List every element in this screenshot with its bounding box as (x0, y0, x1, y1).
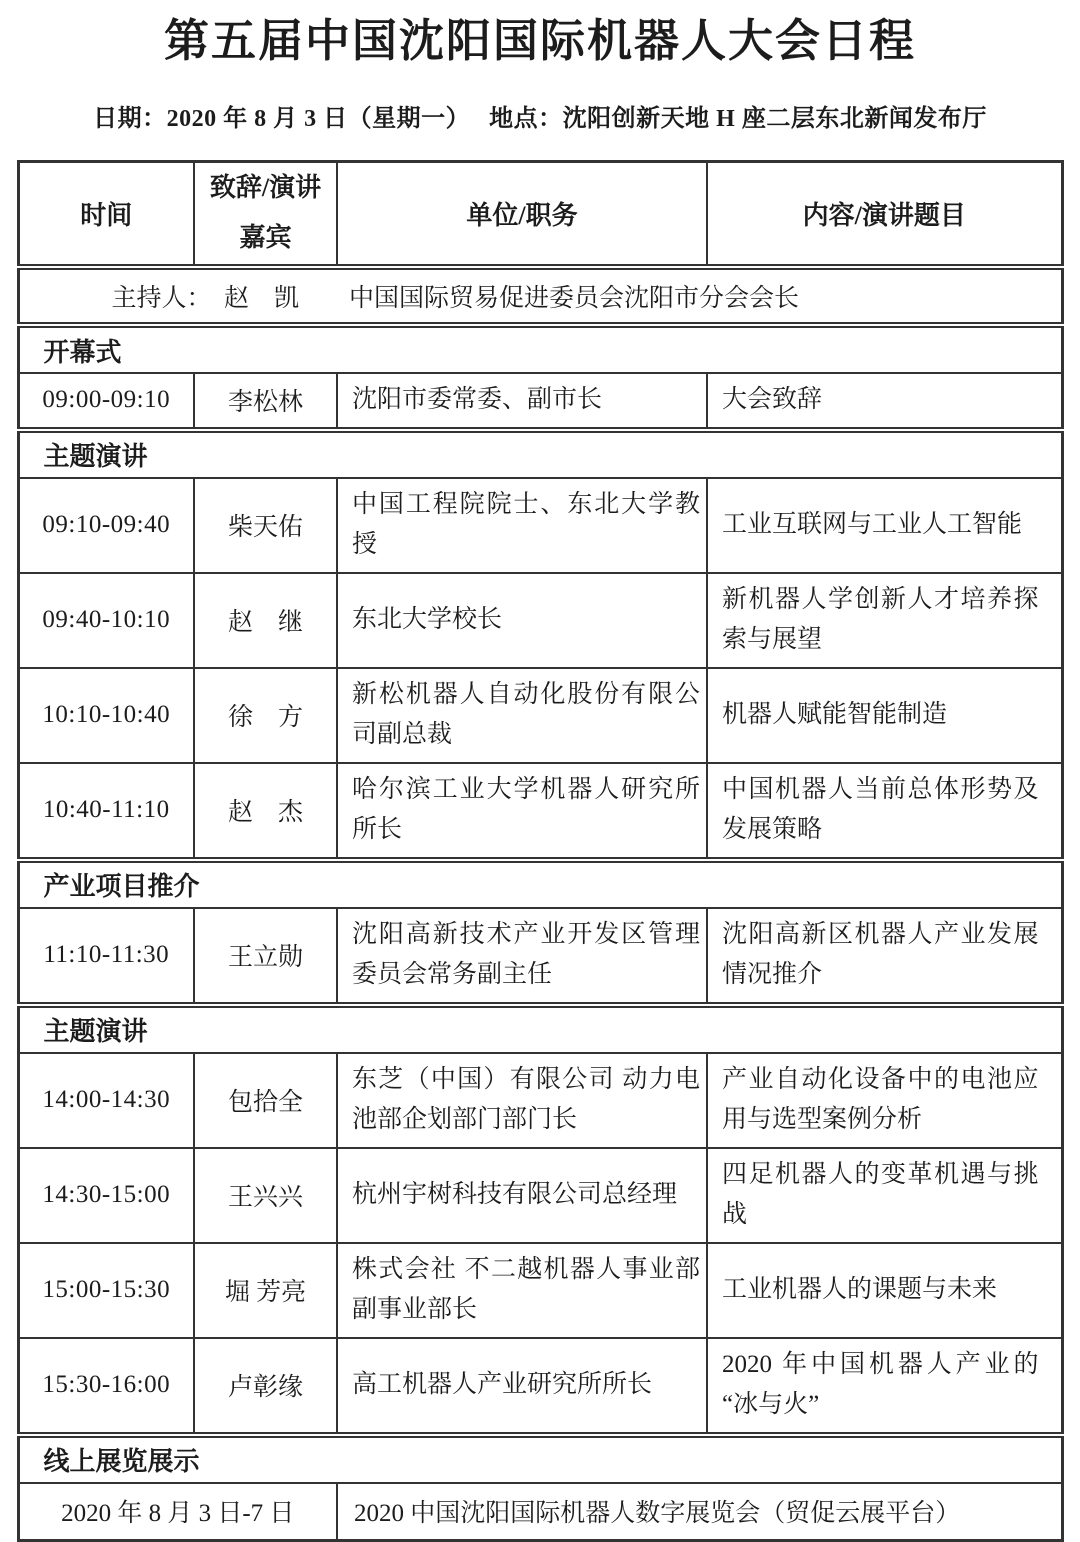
unit-cell: 沈阳高新技术产业开发区管理委员会常务副主任 (337, 908, 707, 1005)
unit-cell: 沈阳市委常委、副市长 (337, 373, 707, 430)
topic-cell: 工业互联网与工业人工智能 (707, 478, 1062, 573)
header-topic: 内容/演讲题目 (707, 161, 1062, 267)
section-row-online-expo (18, 1435, 1062, 1483)
section-row-opening (18, 325, 1062, 373)
page-subtitle: 日期：2020 年 8 月 3 日（星期一） 地点：沈阳创新天地 H 座二层东北新闻发布厅 (93, 105, 987, 132)
schedule-row (18, 1243, 1062, 1338)
guest-cell: 柴天佑 (194, 478, 337, 573)
unit-cell: 东北大学校长 (337, 573, 707, 668)
section-row-industry (18, 860, 1062, 908)
time-cell: 09:00-09:10 (18, 373, 194, 430)
header-time: 时间 (18, 161, 194, 267)
unit-cell: 高工机器人产业研究所所长 (337, 1338, 707, 1435)
unit-cell: 新松机器人自动化股份有限公司副总裁 (337, 668, 707, 763)
topic-cell: 大会致辞 (707, 373, 1062, 430)
topic-cell: 沈阳高新区机器人产业发展情况推介 (707, 908, 1062, 1005)
topic-cell: 工业机器人的课题与未来 (707, 1243, 1062, 1338)
header-guest (194, 161, 337, 267)
section-row-keynote-am (18, 430, 1062, 478)
table-header-row (18, 161, 1062, 267)
guest-cell: 徐 方 (194, 668, 337, 763)
section-label: 线上展览展示 (18, 1435, 1062, 1483)
unit-cell: 株式会社 不二越机器人事业部副事业部长 (337, 1243, 707, 1338)
topic-cell: 新机器人学创新人才培养探索与展望 (707, 573, 1062, 668)
unit-cell: 东芝（中国）有限公司 动力电池部企划部门部门长 (337, 1053, 707, 1148)
section-label: 主题演讲 (18, 430, 1062, 478)
schedule-row (18, 478, 1062, 573)
schedule-row (18, 1338, 1062, 1435)
schedule-row (18, 373, 1062, 430)
topic-cell: 产业自动化设备中的电池应用与选型案例分析 (707, 1053, 1062, 1148)
host-cell: 主持人： 赵 凯 中国国际贸易促进委员会沈阳市分会会长 (18, 267, 1062, 325)
header-unit: 单位/职务 (337, 161, 707, 267)
unit-cell: 中国工程院院士、东北大学教授 (337, 478, 707, 573)
guest-cell: 卢彰缘 (194, 1338, 337, 1435)
schedule-row (18, 1148, 1062, 1243)
exhibition-date-cell: 2020 年 8 月 3 日-7 日 (18, 1483, 337, 1541)
schedule-row (18, 668, 1062, 763)
header-guest-line1: 致辞/演讲 (209, 172, 322, 202)
topic-cell: 机器人赋能智能制造 (707, 668, 1062, 763)
guest-cell: 李松林 (194, 373, 337, 430)
section-label: 主题演讲 (18, 1005, 1062, 1053)
time-cell: 10:40-11:10 (18, 763, 194, 860)
schedule-row (18, 1053, 1062, 1148)
time-cell: 14:00-14:30 (18, 1053, 194, 1148)
time-cell: 15:30-16:00 (18, 1338, 194, 1435)
section-label: 产业项目推介 (18, 860, 1062, 908)
exhibition-row (18, 1483, 1062, 1541)
time-cell: 14:30-15:00 (18, 1148, 194, 1243)
exhibition-event-cell: 2020 中国沈阳国际机器人数字展览会（贸促云展平台） (337, 1483, 1062, 1541)
topic-cell: 2020 年中国机器人产业的“冰与火” (707, 1338, 1062, 1435)
schedule-row (18, 573, 1062, 668)
host-row (18, 267, 1062, 325)
topic-cell: 四足机器人的变革机遇与挑战 (707, 1148, 1062, 1243)
guest-cell: 包拾全 (194, 1053, 337, 1148)
time-cell: 15:00-15:30 (18, 1243, 194, 1338)
guest-cell: 赵 继 (194, 573, 337, 668)
guest-cell: 赵 杰 (194, 763, 337, 860)
schedule-row (18, 763, 1062, 860)
time-cell: 11:10-11:30 (18, 908, 194, 1005)
guest-cell: 堀 芳亮 (194, 1243, 337, 1338)
unit-cell: 杭州宇树科技有限公司总经理 (337, 1148, 707, 1243)
section-row-keynote-pm (18, 1005, 1062, 1053)
page-title: 第五届中国沈阳国际机器人大会日程 (163, 16, 916, 66)
guest-cell: 王兴兴 (194, 1148, 337, 1243)
schedule-row (18, 908, 1062, 1005)
guest-cell: 王立勋 (194, 908, 337, 1005)
section-label: 开幕式 (18, 325, 1062, 373)
unit-cell: 哈尔滨工业大学机器人研究所所长 (337, 763, 707, 860)
schedule-table (17, 160, 1064, 1542)
topic-cell: 中国机器人当前总体形势及发展策略 (707, 763, 1062, 860)
time-cell: 10:10-10:40 (18, 668, 194, 763)
time-cell: 09:40-10:10 (18, 573, 194, 668)
time-cell: 09:10-09:40 (18, 478, 194, 573)
header-guest-line2: 嘉宾 (239, 223, 292, 253)
